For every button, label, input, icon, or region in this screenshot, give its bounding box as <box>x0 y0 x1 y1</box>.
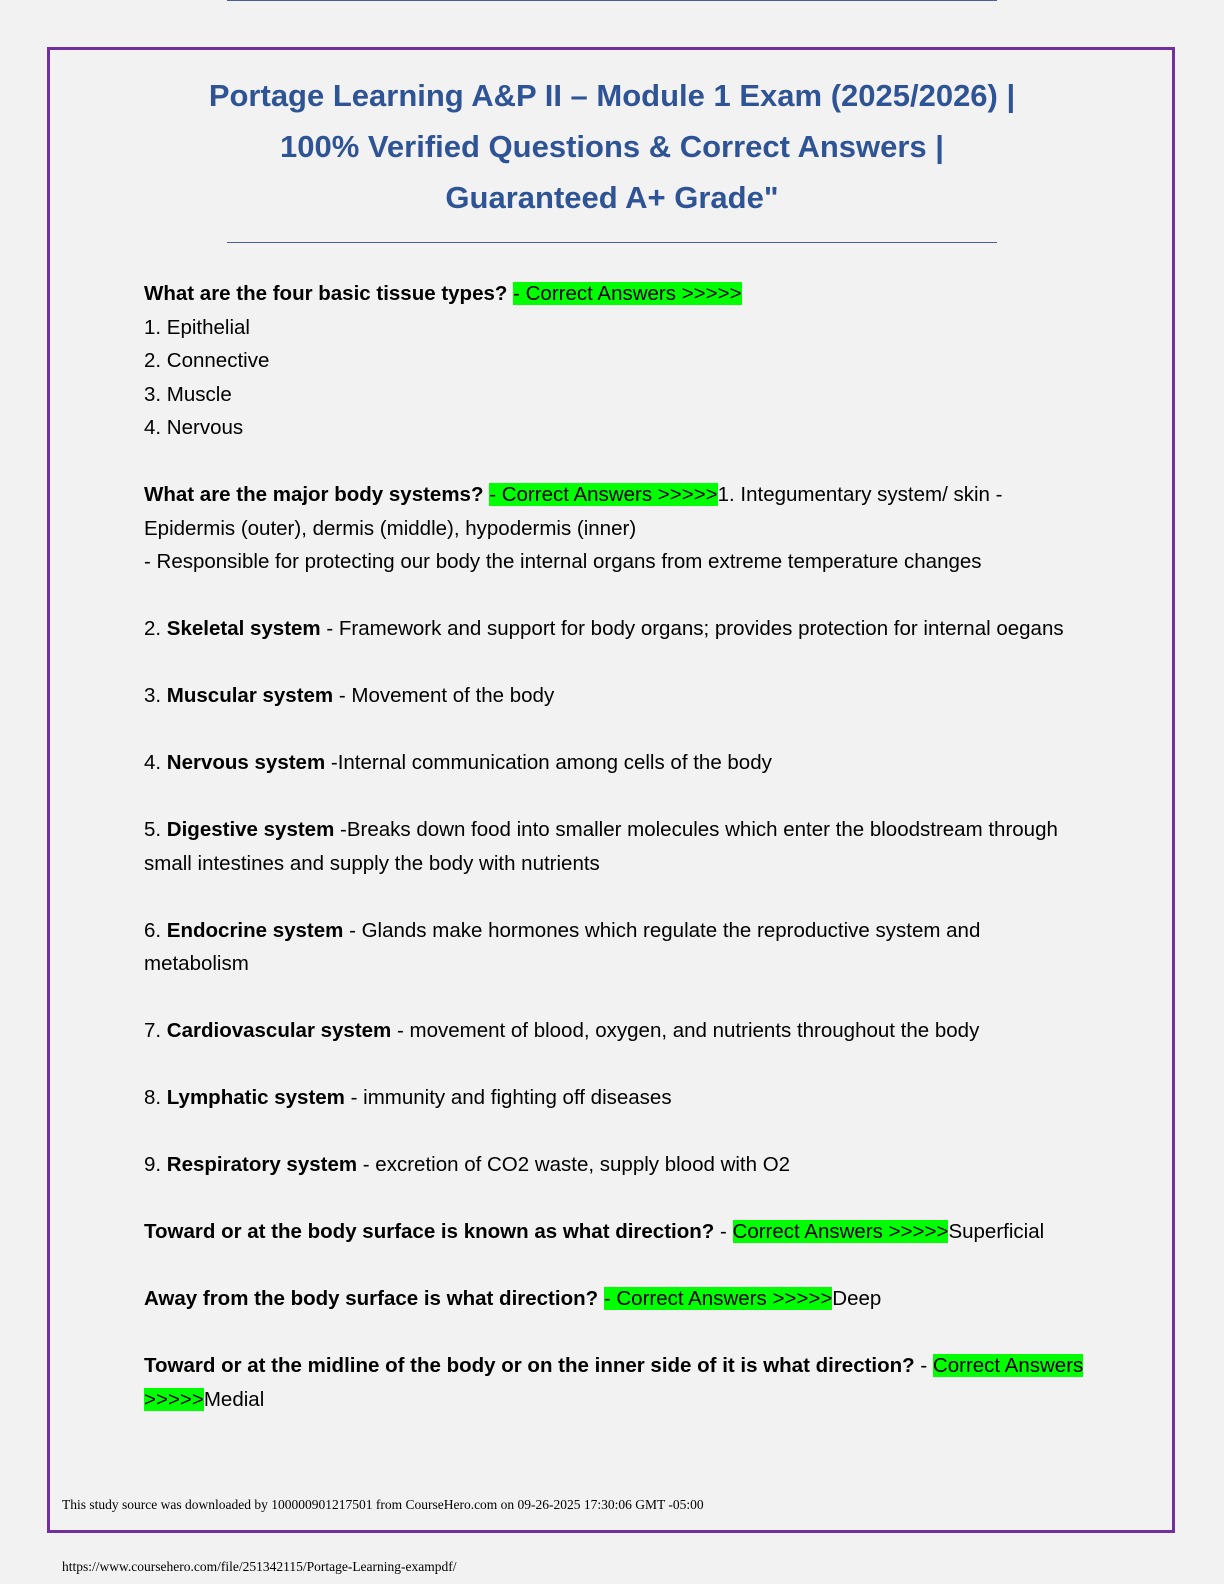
system-item: 5. Digestive system -Breaks down food into smaller molecules which enter the bloodstream through small intestines and supply the body with nutrients <box>144 818 1058 875</box>
system-item: 9. Respiratory system - excretion of CO2 waste, supply blood with O2 <box>144 1153 791 1176</box>
answer-note: - Responsible for protecting our body the internal organs from extreme temperature changes <box>144 550 982 573</box>
question-text: Away from the body surface is what direction? <box>144 1287 599 1310</box>
question-text: What are the four basic tissue types? <box>144 282 508 305</box>
document-title: Portage Learning A&P II – Module 1 Exam (2025/2026) | 100% Verified Questions & Correct Answers | Guaranteed A+ Grade" <box>208 78 1016 215</box>
question-superficial: Toward or at the body surface is known as what direction? - Correct Answers >>>>>Superficial <box>144 1220 1045 1243</box>
answer-marker: - Correct Answers >>>>> <box>513 282 742 305</box>
question-text: Toward or at the body surface is known as what direction? <box>144 1220 715 1243</box>
answer-text: Superficial <box>948 1220 1045 1243</box>
system-item: 2. Skeletal system - Framework and support for body organs; provides protection for internal oegans <box>144 617 1064 640</box>
question-deep <box>144 1282 1089 1316</box>
answer-marker: Correct Answers >>>>> <box>144 1354 1084 1411</box>
answer-text: Deep <box>832 1287 882 1310</box>
answer-marker: - Correct Answers >>>>> <box>603 1287 833 1310</box>
answer-line: 3. Muscle <box>144 382 232 406</box>
system-item: 7. Cardiovascular system - movement of blood, oxygen, and nutrients throughout the body <box>144 1019 980 1042</box>
question-tissue-types <box>144 277 1089 445</box>
answer-line: 1. Epithelial <box>144 315 250 339</box>
system-item: 8. Lymphatic system - immunity and fighting off diseases <box>144 1086 672 1109</box>
question-medial: Toward or at the midline of the body or on the inner side of it is what direction? - Correct Answers >>>>>Medial <box>144 1354 1084 1411</box>
question-body-systems <box>144 478 1089 1182</box>
top-divider <box>227 0 997 1</box>
answer-text: Medial <box>203 1387 265 1411</box>
title-divider <box>227 242 997 243</box>
download-source-note: This study source was downloaded by 100000901217501 from CourseHero.com on 09-26-2025 17:30:06 GMT -05:00 <box>62 1497 704 1512</box>
source-url[interactable]: https://www.coursehero.com/file/251342115/Portage-Learning-exampdf/ <box>62 1559 457 1574</box>
system-item: 4. Nervous system -Internal communication among cells of the body <box>144 751 772 774</box>
answer-text: 1. Integumentary system/ skin - Epidermis (outer), dermis (middle), hypodermis (inner) <box>144 483 1003 540</box>
system-item: 6. Endocrine system - Glands make hormones which regulate the reproductive system and metabolism <box>144 918 981 975</box>
answer-line: 2. Connective <box>144 349 270 372</box>
question-text: What are the major body systems? <box>144 483 484 506</box>
answer-line: 4. Nervous <box>144 416 244 439</box>
system-item: 3. Muscular system - Movement of the body <box>144 684 555 707</box>
answer-marker: Correct Answers >>>>> <box>732 1220 949 1243</box>
document-body <box>144 277 1089 1416</box>
question-text: Toward or at the midline of the body or on the inner side of it is what direction? <box>144 1354 915 1377</box>
answer-marker: - Correct Answers >>>>> <box>489 483 718 506</box>
